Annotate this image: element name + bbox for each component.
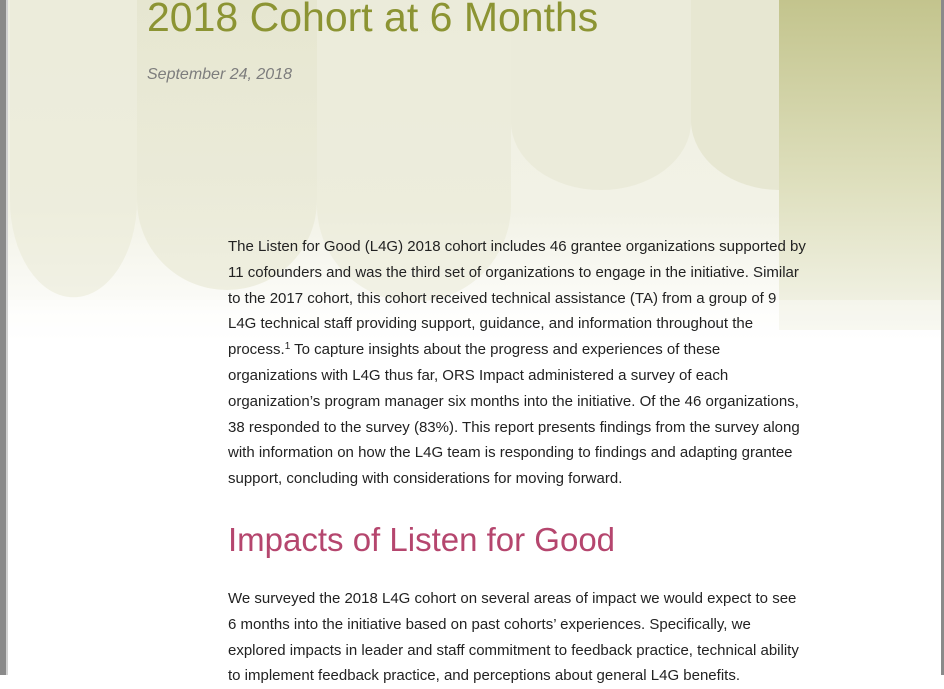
intro-text-part2: To capture insights about the progress and experiences of these organizations with L4G thus far, ORS Impact administered a survey of each organization’s program manager six months into the initiative. Of the 46 organizations, 38 responded to the survey (83%). This report presents findings from the survey along with information on how the L4G team is responding to findings and adapting grantee support, concluding with considerations for moving forward. <box>228 341 800 488</box>
window-border-left-inner <box>6 0 8 675</box>
document-title: 2018 Cohort at 6 Months <box>147 0 599 40</box>
intro-text-part1: The Listen for Good (L4G) 2018 cohort includes 46 grantee organizations supported by 11 cofounders and was the third set of organizations to engage in the initiative. Similar to the 2017 cohort, this cohort received technical assistance (TA) from a group of 9 L4G technical staff providing support, guidance, and information throughout the process. <box>228 238 806 359</box>
intro-paragraph <box>228 234 808 492</box>
section-heading: Impacts of Listen for Good <box>228 521 616 558</box>
section-paragraph: We surveyed the 2018 L4G cohort on several areas of impact we would expect to see 6 months into the initiative based on past cohorts’ experiences. Specifically, we explored impacts in leader and staff commitment to feedback practice, technical ability to implement feedback practice, and perceptions about general L4G benefits. <box>228 590 799 685</box>
document-date: September 24, 2018 <box>147 66 292 83</box>
footnote-marker[interactable]: 1 <box>284 341 291 353</box>
